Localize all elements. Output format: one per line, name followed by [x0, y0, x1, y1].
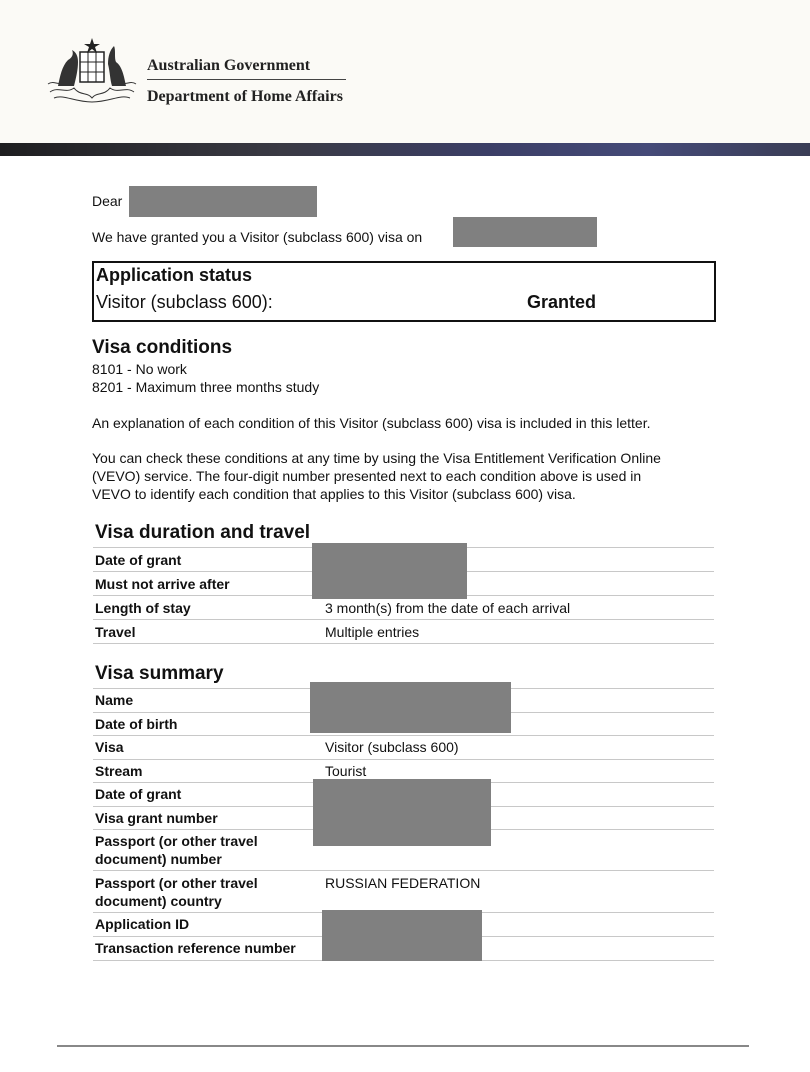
- row-label: Passport (or other travel document) number: [95, 833, 258, 867]
- redacted-grant-date: [453, 217, 597, 247]
- row-label: Date of grant: [95, 552, 182, 568]
- salutation: Dear: [92, 193, 123, 209]
- redacted-name: [129, 186, 317, 217]
- row-label: Length of stay: [95, 600, 191, 616]
- vevo-paragraph-line: VEVO to identify each condition that applies to this Visitor (subclass 600) visa.: [92, 486, 576, 502]
- visa-duration-heading: Visa duration and travel: [95, 522, 311, 543]
- redacted-grant-details: [313, 779, 491, 846]
- row-value: Visitor (subclass 600): [325, 739, 459, 755]
- vevo-paragraph-line: You can check these conditions at any time by using the Visa Entitlement Verification Online: [92, 450, 661, 466]
- row-label: Must not arrive after: [95, 576, 230, 592]
- row-label: Travel: [95, 624, 136, 640]
- redacted-application-ids: [322, 910, 482, 961]
- coat-of-arms-icon: [44, 36, 140, 108]
- row-value: 3 month(s) from the date of each arrival: [325, 600, 571, 616]
- condition-item: 8201 - Maximum three months study: [92, 379, 320, 395]
- visa-conditions-heading: Visa conditions: [92, 337, 233, 358]
- row-label: Date of birth: [95, 716, 178, 732]
- condition-item: 8101 - No work: [92, 361, 187, 377]
- row-value: RUSSIAN FEDERATION: [325, 875, 481, 891]
- footer-divider: [57, 1045, 749, 1047]
- header-band: [0, 143, 810, 156]
- table-row: [93, 870, 714, 913]
- department-name: Department of Home Affairs: [147, 88, 343, 105]
- row-label: Visa grant number: [95, 810, 218, 826]
- table-row: [93, 619, 714, 644]
- table-row: [93, 735, 714, 760]
- conditions-explanation: An explanation of each condition of this Visitor (subclass 600) visa is included in this letter.: [92, 415, 651, 431]
- application-status-value: Granted: [527, 292, 597, 312]
- row-label: Stream: [95, 763, 143, 779]
- row-label: Date of grant: [95, 786, 182, 802]
- redacted-name-dob: [310, 682, 511, 733]
- visa-summary-heading: Visa summary: [95, 663, 224, 684]
- row-value: Tourist: [325, 763, 367, 779]
- government-name: Australian Government: [147, 57, 311, 74]
- letterhead-divider: [147, 79, 346, 80]
- row-label: Passport (or other travel document) country: [95, 875, 258, 909]
- row-label: Visa: [95, 739, 124, 755]
- row-value: Multiple entries: [325, 624, 420, 640]
- row-label: Name: [95, 692, 134, 708]
- redacted-duration-dates: [312, 543, 467, 599]
- application-status-heading: Application status: [96, 265, 253, 285]
- granted-sentence: We have granted you a Visitor (subclass 600) visa on: [92, 229, 423, 245]
- row-label: Transaction reference number: [95, 940, 296, 956]
- row-label: Application ID: [95, 916, 190, 932]
- application-status-label: Visitor (subclass 600):: [96, 292, 273, 312]
- vevo-paragraph-line: (VEVO) service. The four-digit number presented next to each condition above is used in: [92, 468, 642, 484]
